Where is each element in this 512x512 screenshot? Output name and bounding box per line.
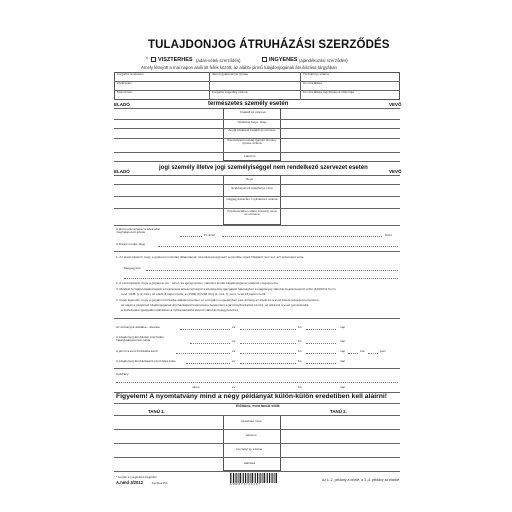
- intro-line: Amely létrejött a mai napon alulírott felek között, az alábbi jármű tulajdonjogának átruházása tárgyában: [141, 65, 337, 70]
- vehicle-table: [114, 72, 400, 100]
- row-okmany: Személyazonosság igazoló okmány típusa, száma: [227, 138, 277, 146]
- footer-note: * Kérjük a megfelelőt bejelölni: [116, 475, 157, 479]
- cell-km: Km óra állása: [303, 81, 322, 85]
- date4-ev: év: [232, 359, 236, 363]
- date-row-4: A tulajdonjog átruházásáról szerződés kelte: [116, 359, 176, 363]
- tanu2-label: TANÚ 2.: [330, 409, 347, 414]
- page-title: TULAJDONJOG ÁTRUHÁZÁSI SZERZŐDÉS: [148, 39, 390, 51]
- row-neve: Neve: [246, 177, 254, 181]
- date4-nap: nap: [340, 359, 346, 363]
- date1-ev: év: [232, 325, 236, 329]
- note-label: Megjegyzés: [124, 266, 141, 270]
- date2-ho: hó: [298, 339, 302, 343]
- cell-alvazszam: Alvázszám: [117, 81, 132, 85]
- decl-4b: az eladó a gépjármű tulajdonjogának átruházásával kapcsolatos bejelentést a járműnyilvántartás szerint, az átírásról a vevő gondoskodik.: [121, 303, 310, 307]
- cell-km-ido: Km óra állása rögzítésének időpontja: [303, 90, 354, 94]
- decl-2: 2. A vevő kijelenti, hogy a gépkocsi per-, teher- és igénymentes, valamint annak tulajdonjogát az eladótól megszerezte.: [116, 281, 279, 285]
- row-cegjegyzek: Cégjegyzékszám / nyilvántart. száma: [226, 197, 278, 201]
- witness-row-sign: aláírása: [244, 461, 256, 465]
- row-szuletesi: Születési helye, ideje: [237, 120, 267, 124]
- natural-heading: természetes személy esetén: [208, 101, 289, 107]
- cell-gyartmany: Jármű gyártmánya, típusa: [212, 72, 248, 76]
- address-ev: év: [232, 385, 236, 389]
- ingyenes-label: INGYENES: [269, 56, 298, 63]
- address-label: Kelt/Hely:: [116, 372, 130, 376]
- decl-3a: 3. Mindkét fél tájékoztatást kapott a bejelentési kötelezettségről a közlekedési igazgatási hatósághoz a tulajdonjog változás bejelentéséről szóló (326/2011 Korm.: [116, 287, 337, 291]
- date1-ho: hó: [298, 325, 302, 329]
- date1-nap: nap: [340, 325, 346, 329]
- witness-heading: Előttünk, mint tanúk előtt:: [236, 404, 281, 408]
- price-forint: forint: [385, 233, 392, 237]
- subtitle-star: *: [146, 57, 148, 63]
- tanu1-label: TANÚ 1.: [148, 409, 165, 414]
- witness-row-name: olvasható neve: [241, 419, 262, 423]
- legal-heading: jogi személy illetve jogi személyiséggel nem rendelkező szervezet esetén: [159, 165, 368, 171]
- ingyenes-note: (ajándékozási szerződés): [299, 57, 348, 63]
- row-csaladi: Családi és utóneve: [239, 110, 267, 114]
- witness-row-id: személyi ig. száma: [236, 447, 263, 451]
- row-szekhely: Székhelyének telephelye címe: [231, 186, 273, 190]
- date4-ho: hó: [298, 359, 302, 363]
- viszterhes-checkbox[interactable]: [151, 57, 156, 62]
- cell-motorszam: Motorszám: [117, 90, 133, 94]
- footer-publisher: - Kerskor Kft.: [150, 481, 169, 485]
- cell-torzskonyv: Törzskönyv száma: [303, 72, 329, 76]
- viszterhes-label: VISZTERHES: [158, 56, 193, 63]
- footer-form-no: A.nmd 3/2012: [116, 480, 143, 485]
- buyer-label-2: VEVŐ: [389, 169, 402, 174]
- seller-label-1: ELADÓ: [114, 102, 130, 107]
- price-line2: A fizetés módja, ideje: [116, 242, 146, 246]
- date-row-2: A tulajdonjog átruházási szerződés hatálybalépésének napja: [116, 335, 164, 343]
- date2-nap: nap: [340, 339, 346, 343]
- decl-4c: a közlekedési igazgatási eljárásban a nyilvántartásba történő változás bejegyzéséhez.: [121, 308, 239, 312]
- cell-rendszam: Forgalmi rendszám: [117, 72, 144, 76]
- row-anyja: Anyja születési családi és utóneve: [228, 128, 276, 132]
- buyer-label-1: VEVŐ: [389, 102, 402, 107]
- price-line1: A jármű ellenértéke/ a felek által meghatározott értéke: [116, 227, 160, 235]
- seller-label-2: ELADÓ: [114, 169, 130, 174]
- row-lakcim: Lakcíme: [244, 154, 256, 158]
- date3-ev: év: [232, 349, 236, 353]
- barcode-digits: 5 999 8 7 4 7 4 0 1 8 7: [230, 482, 261, 486]
- address-nap: nap: [340, 385, 346, 389]
- decl-4a: 4. Felek kijelentik, hogy a gépjármű birtokba adását követően és a forgalmi engedélyben való átírásig az eladó és a vevő kötelezettségeit ismertetve,: [116, 298, 320, 302]
- warning-text: Figyelem! A nyomtatvány mind a négy példányát külön-külön eredetiben kell aláírni!: [116, 393, 388, 400]
- date-row-3: A jármű a vevő birtokába kerül: [116, 349, 158, 353]
- date2-ev: év: [232, 339, 236, 343]
- date3-ora: óra: [360, 349, 365, 353]
- price-ft: Ft, azaz: [204, 233, 216, 237]
- ingyenes-checkbox[interactable]: [262, 57, 267, 62]
- address-ho: hó: [298, 385, 302, 389]
- address-varos: város: [192, 385, 200, 389]
- row-kepviselet: Képviseletében eljáró személy neve és utóneve: [227, 209, 277, 217]
- date3-nap: nap: [340, 349, 346, 353]
- viszterhes-note: (adás-vételi szerződés): [196, 57, 241, 63]
- decl-1: 1. Az eladó kijelenti, hogy a gépkocsi műszaki (állapotának, üzemképességének) semmiféle rejtett hibájáról nem tud, azt tudomásul vette.: [116, 255, 305, 259]
- date3-ho: hó: [298, 349, 302, 353]
- decl-3b: rend. 31/B. § (1) bek.) az eladó 8 napon belül, a (1999) KÖVIM 33.§ (1. bek. f), pont, vevő 15 napon belül.: [121, 292, 266, 296]
- date-row-1: Az okmányok átadása - átvétele: [116, 325, 161, 329]
- footer-copies: Az 1.-2. példány a vevőé, a 3.-4. példány az eladóé: [322, 478, 400, 482]
- cell-forgalmi: Forgalmi engedély száma: [212, 90, 248, 94]
- witness-row-address: lakcíme: [246, 433, 257, 437]
- date3-perc: perc: [380, 349, 387, 353]
